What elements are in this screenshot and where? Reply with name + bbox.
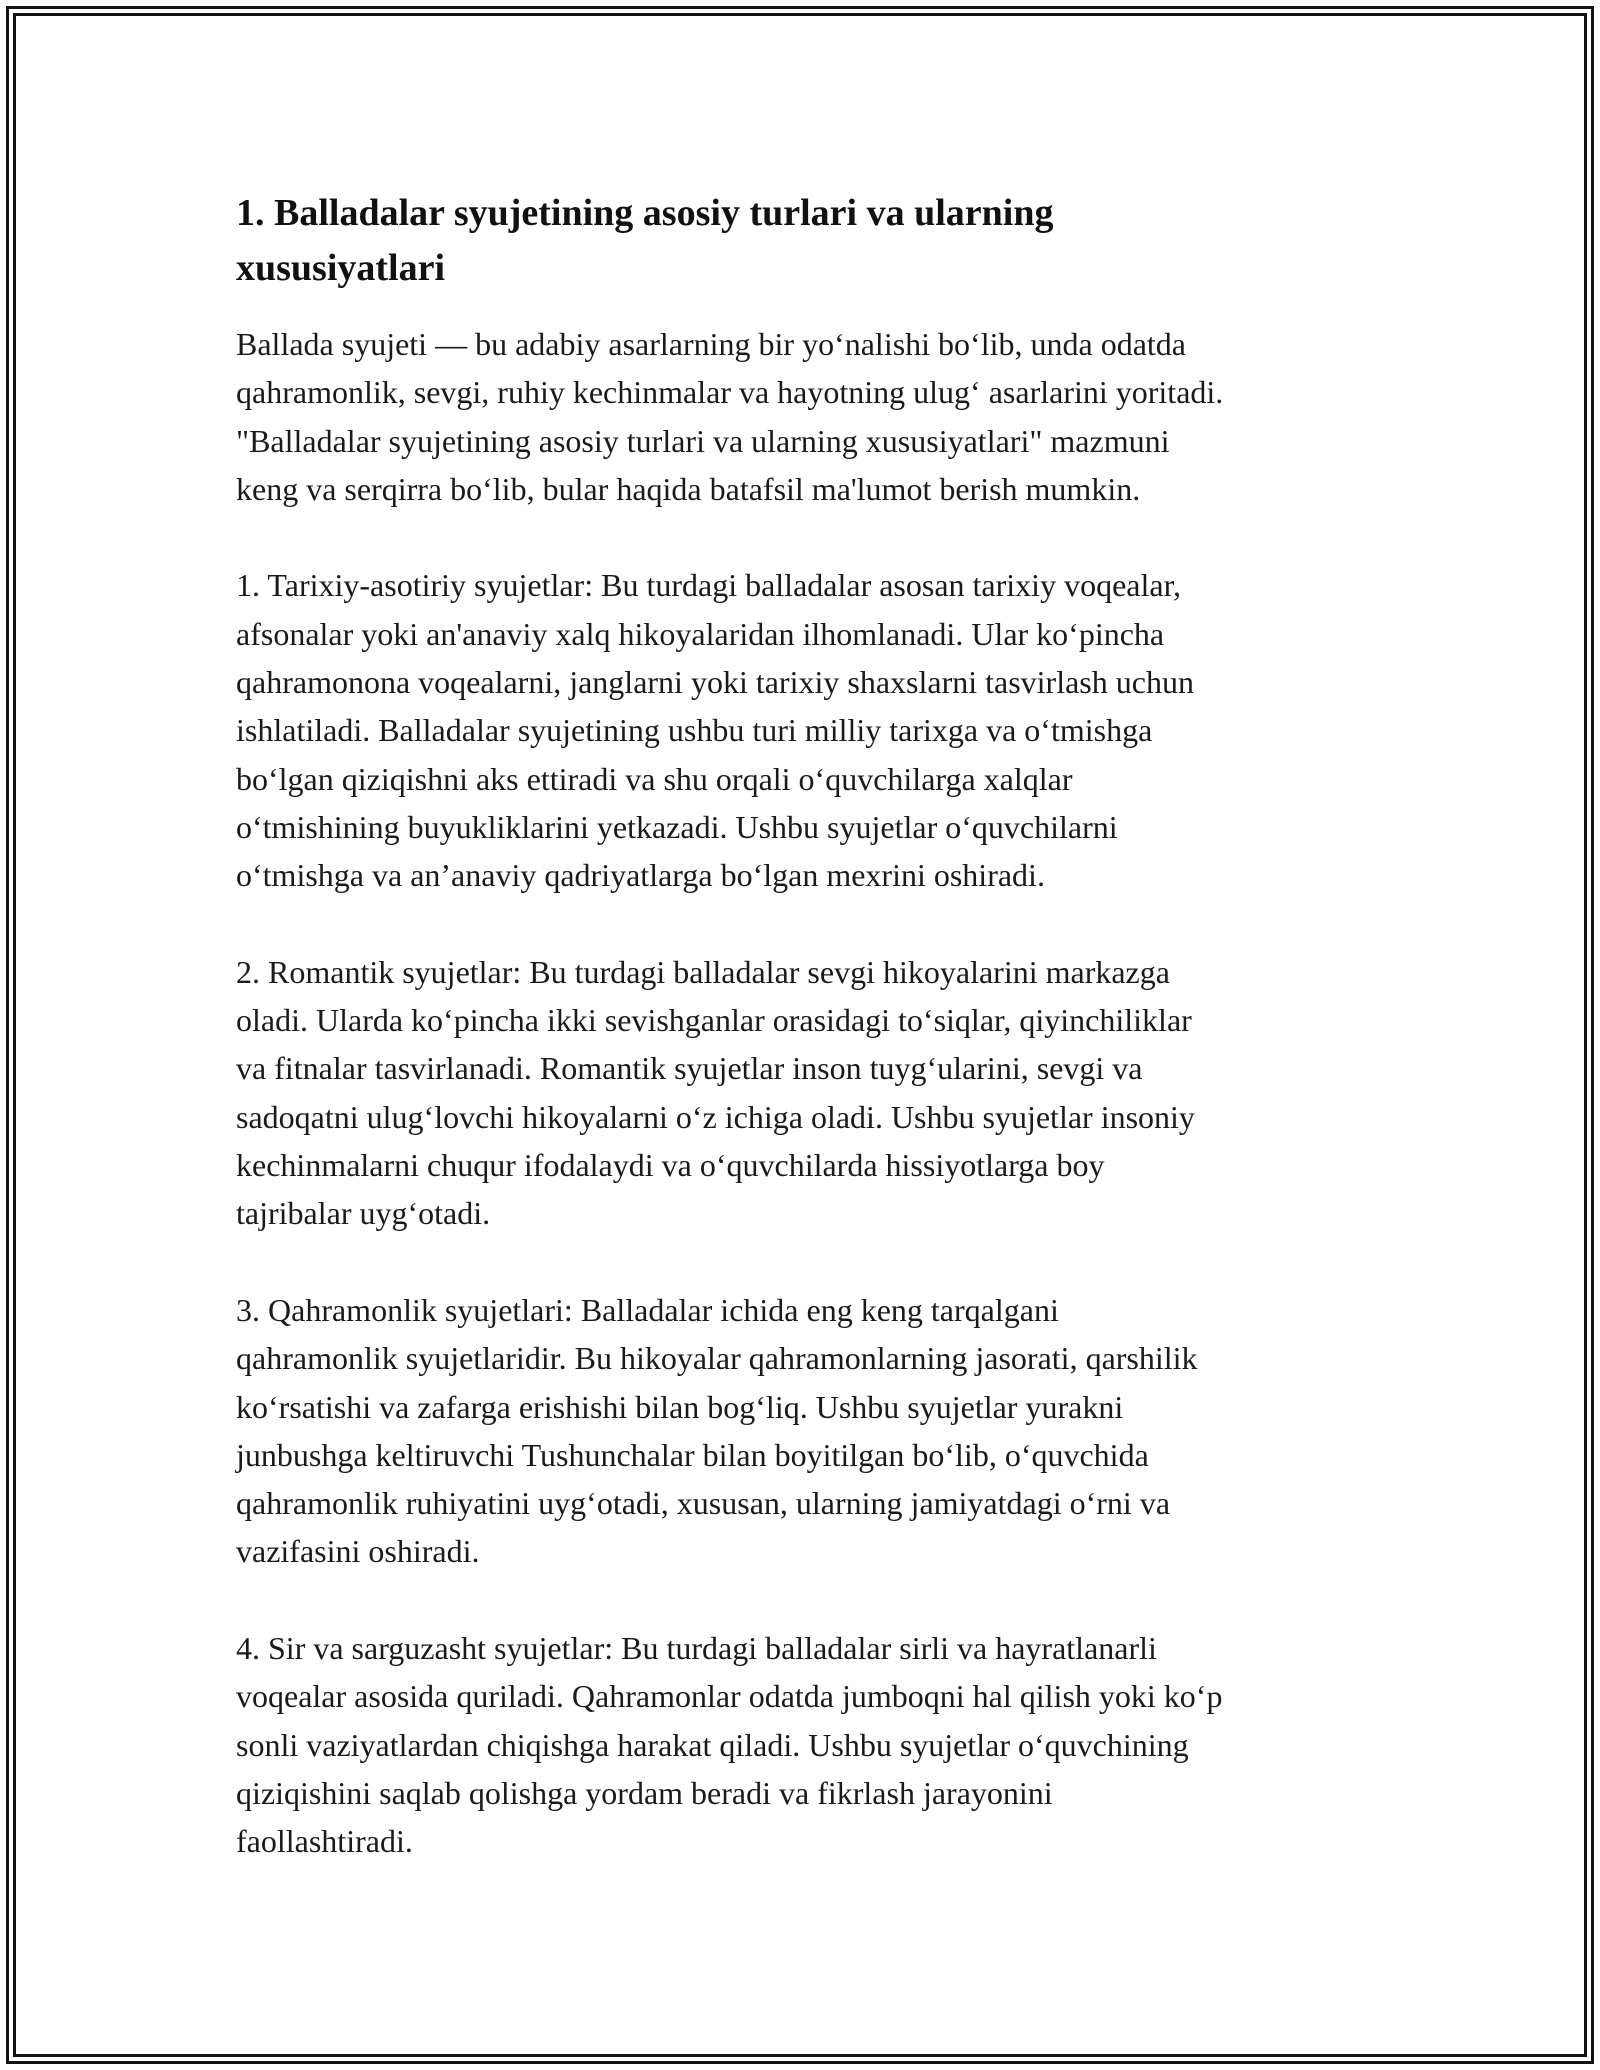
paragraph-mystery-plots: 4. Sir va sarguzasht syujetlar: Bu turdagi balladalar sirli va hayratlanarli voqealar asosida quriladi. Qahramonlar odatda jumboqni hal qilish yoki ko‘p sonli vaziyatlardan chiqishga harakat qiladi. Ushbu syujetlar o‘quvchining qiziqishini saqlab qolishga yordam beradi va fikrlash jarayonini faollashtiradi.: [236, 1630, 1223, 1860]
document-body: [236, 186, 1386, 1866]
paragraph-romantic-plots: 2. Romantik syujetlar: Bu turdagi balladalar sevgi hikoyalarini markazga oladi. Ularda ko‘pincha ikki sevishganlar orasidagi to‘siqlar, qiyinchiliklar va fitnalar tasvirlanadi. Romantik syujetlar inson tuyg‘ularini, sevgi va sadoqatni ulug‘lovchi hikoyalarni o‘z ichiga oladi. Ushbu syujetlar insoniy kechinmalarni chuqur ifodalaydi va o‘quvchilarda hissiyotlarga boy tajribalar uyg‘otadi.: [236, 953, 1195, 1232]
section-heading: 1. Balladalar syujetining asosiy turlari va ularning xususiyatlari: [236, 192, 1054, 289]
intro-paragraph: Ballada syujeti — bu adabiy asarlarning bir yo‘nalishi bo‘lib, unda odatda qahramonlik, sevgi, ruhiy kechinmalar va hayotning ulug‘ asarlarini yoritadi. "Balladalar syujetining asosiy turlari va ularning xususiyatlari" mazmuni keng va serqirra bo‘lib, bular haqida batafsil ma'lumot berish mumkin.: [236, 326, 1224, 507]
paragraph-heroic-plots: 3. Qahramonlik syujetlari: Balladalar ichida eng keng tarqalgani qahramonlik syujetlaridir. Bu hikoyalar qahramonlarning jasorati, qarshilik ko‘rsatishi va zafarga erishishi bilan bog‘liq. Ushbu syujetlar yurakni junbushga keltiruvchi Tushunchalar bilan boyitilgan bo‘lib, o‘quvchida qahramonlik ruhiyatini uyg‘otadi, xususan, ularning jamiyatdagi o‘rni va vazifasini oshiradi.: [236, 1291, 1198, 1570]
paragraph-historical-plots: 1. Tarixiy-asotiriy syujetlar: Bu turdagi balladalar asosan tarixiy voqealar, afsonalar yoki an'anaviy xalq hikoyalaridan ilhomlanadi. Ular ko‘pincha qahramonona voqealarni, janglarni yoki tarixiy shaxslarni tasvirlash uchun ishlatiladi. Balladalar syujetining ushbu turi milliy tarixga va o‘tmishga bo‘lgan qiziqishni aks ettiradi va shu orqali o‘quvchilarga xalqlar o‘tmishining buyukliklarini yetkazadi. Ushbu syujetlar o‘quvchilarni o‘tmishga va an’anaviy qadriyatlarga bo‘lgan mexrini oshiradi.: [236, 567, 1194, 894]
